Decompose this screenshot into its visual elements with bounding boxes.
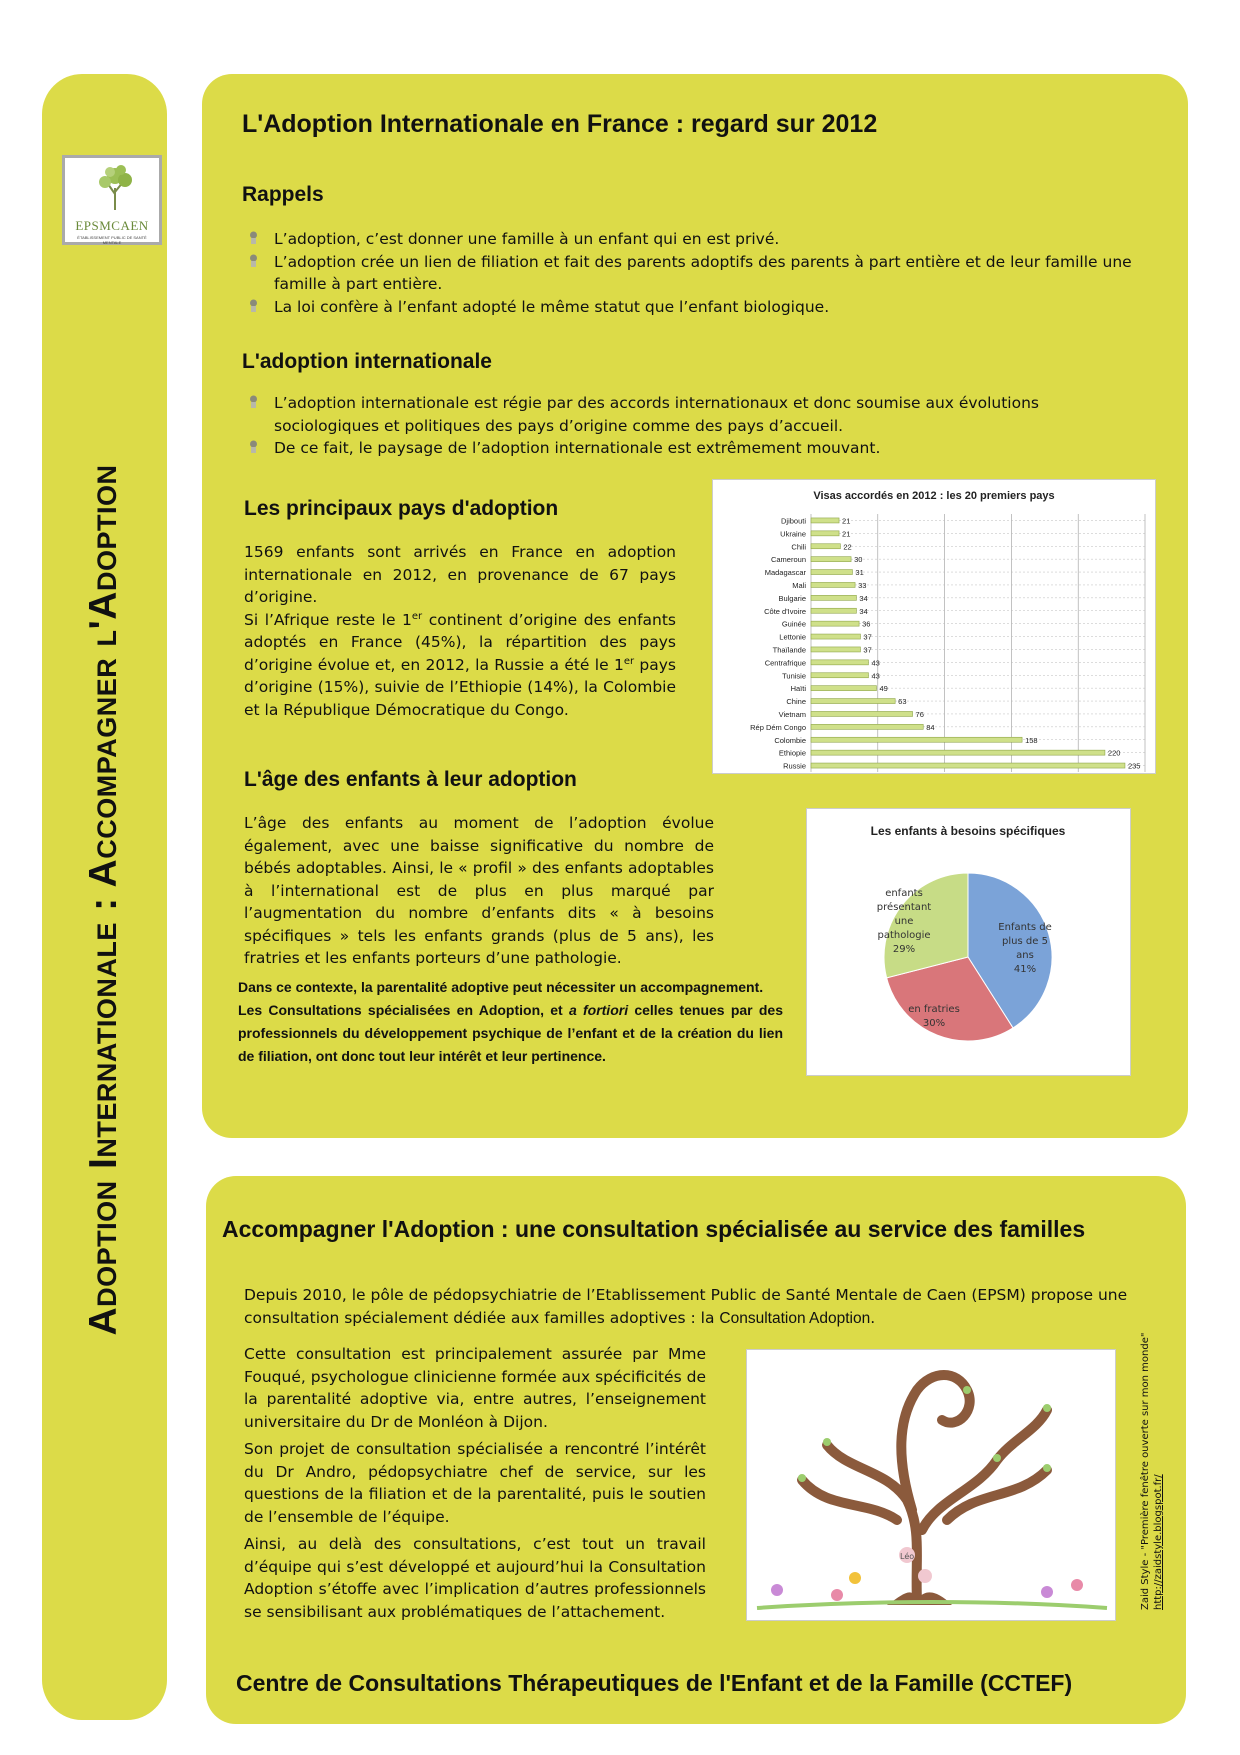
bar xyxy=(811,570,852,575)
bottom-paragraph-2: Son projet de consultation spécialisée a rencontré l’intérêt du Dr Andro, pédopsychiatre chef de service, sur les questions de la filiation et de la parentalité, puis le soutien de l’ensemble de l’équipe. xyxy=(244,1440,706,1526)
visas-bar-chart-svg xyxy=(713,480,1155,773)
bar-value-label: 37 xyxy=(863,645,872,655)
sidebar-vertical-title: Adoption Internationale : Accompagner l'Adoption xyxy=(82,464,125,1336)
list-item: De ce fait, le paysage de l’adoption internationale est extrêmement mouvant. xyxy=(248,437,1148,460)
bar-value-label: 21 xyxy=(842,516,851,526)
pushpin-bullet-icon xyxy=(248,440,259,455)
bottom-paragraph-1: Cette consultation est principalement assurée par Mme Fouqué, psychologue clinicienne formée aux spécificités de la parentalité adoptive via, entre autres, l’enseignement universitaire du Dr de Monléon à Dijon. xyxy=(244,1345,706,1431)
bar-category-label: Tunisie xyxy=(782,671,806,681)
bar-chart-title: Visas accordés en 2012 : les 20 premiers pays xyxy=(813,490,1055,502)
bar-value-label: 43 xyxy=(871,658,880,668)
footer-cctef: Centre de Consultations Thérapeutiques de l'Enfant et de la Famille (CCTEF) xyxy=(236,1670,1073,1696)
internationale-heading: L'adoption internationale xyxy=(242,350,492,373)
bar-value-label: 36 xyxy=(862,619,871,629)
bar-category-label: Ethiopie xyxy=(778,748,806,758)
bar-category-label: Cameroun xyxy=(770,555,806,565)
bar-value-label: 21 xyxy=(842,529,851,539)
bar xyxy=(811,647,860,652)
bar-category-label: Ukraine xyxy=(780,529,806,539)
internationale-list xyxy=(248,392,1148,460)
bar-category-label: Bulgarie xyxy=(778,593,806,603)
pushpin-bullet-icon xyxy=(248,231,259,246)
bar-category-label: Russie xyxy=(783,761,806,771)
bar xyxy=(811,737,1022,742)
bar-value-label: 76 xyxy=(915,709,924,719)
pays-paragraph-1: 1569 enfants sont arrivés en France en adoption internationale en 2012, en provenance de 67 pays d’origine. xyxy=(244,543,676,606)
bar xyxy=(811,724,923,729)
epsm-logo xyxy=(62,155,162,245)
bottom-paragraph-3: Ainsi, au delà des consultations, c’est tout un travail d’équipe qui s’est développé et aujourd’hui la Consultation Adoption s’étoffe avec l’implication d’autres professionnels se sensibilisant aux problématiques de l’attachement. xyxy=(244,1535,706,1621)
bar-category-label: Madagascar xyxy=(764,568,806,578)
pie-slice-label: en fratries 30% xyxy=(908,1004,960,1029)
bar-value-label: 43 xyxy=(871,671,880,681)
bar-value-label: 158 xyxy=(1025,735,1038,745)
bar xyxy=(811,699,895,704)
pie-slice-label: Enfants de plus de 5 ans 41% xyxy=(998,922,1052,975)
bar xyxy=(811,608,856,613)
visas-bar-chart xyxy=(712,479,1156,774)
bar xyxy=(811,673,868,678)
bar-category-label: Vietnam xyxy=(778,709,806,719)
list-item: La loi confère à l’enfant adopté le même statut que l’enfant biologique. xyxy=(248,296,1148,319)
bar xyxy=(811,544,840,549)
bar-value-label: 31 xyxy=(855,568,864,578)
rappels-heading: Rappels xyxy=(242,183,324,206)
bar-value-label: 84 xyxy=(926,722,935,732)
list-item: L’adoption crée un lien de filiation et fait des parents adoptifs des parents à part entière et de leur famille une famille à part entière. xyxy=(248,251,1148,296)
bar-category-label: Chili xyxy=(791,542,806,552)
bar xyxy=(811,711,913,716)
pushpin-bullet-icon xyxy=(248,395,259,410)
bar xyxy=(811,531,839,536)
bar-category-label: Guinée xyxy=(781,619,806,629)
bottom-intro: Depuis 2010, le pôle de pédopsychiatrie de l’Etablissement Public de Santé Mentale de Caen (EPSM) propose une consultation spécialement dédiée aux familles adoptives : la Consultation Adoption. xyxy=(244,1286,1128,1327)
logo-subtitle: ÉTABLISSEMENT PUBLIC DE SANTÉ MENTALE xyxy=(77,235,147,245)
bar-value-label: 37 xyxy=(863,632,872,642)
bar-category-label: Côte d'Ivoire xyxy=(764,606,806,616)
bar-category-label: Haïti xyxy=(790,684,806,694)
tree-label-leo: Léo xyxy=(900,1552,915,1561)
besoins-pie-chart-svg xyxy=(807,809,1130,1075)
logo-name: EPSMCAEN xyxy=(75,218,149,233)
bar-category-label: Chine xyxy=(786,697,806,707)
bar xyxy=(811,763,1125,768)
rappels-list xyxy=(248,228,1148,318)
pie-slice-label: enfants présentant une pathologie 29% xyxy=(876,888,932,955)
pushpin-bullet-icon xyxy=(248,299,259,314)
bar xyxy=(811,582,855,587)
bar xyxy=(811,621,859,626)
bar-category-label: Djibouti xyxy=(780,516,806,526)
bar xyxy=(811,660,868,665)
bar xyxy=(811,686,876,691)
pie-chart-title: Les enfants à besoins spécifiques xyxy=(870,824,1066,838)
context-note: Dans ce contexte, la parentalité adoptive peut nécessiter un accompagnement. Les Consultations spécialisées en Adoption, et a fortiori celles tenues par des professionnels du développement psychique de l’enfant et de la création du lien de filiation, ont donc tout leur intérêt et leur pertinence. xyxy=(238,979,783,1064)
top-title: L'Adoption Internationale en France : regard sur 2012 xyxy=(242,110,878,138)
bar-category-label: Colombie xyxy=(774,735,806,745)
bar xyxy=(811,634,860,639)
age-heading: L'âge des enfants à leur adoption xyxy=(244,768,577,791)
bar-value-label: 235 xyxy=(1127,761,1141,771)
bar-value-label: 33 xyxy=(858,580,867,590)
bottom-body xyxy=(244,1343,706,1623)
family-tree-drawing xyxy=(747,1350,1115,1620)
bar-value-label: 22 xyxy=(843,542,852,552)
list-item: L’adoption internationale est régie par des accords internationaux et donc soumise aux évolutions sociologiques et politiques des pays d’origine comme des pays d’accueil. xyxy=(248,392,1148,437)
bar-category-label: Rép Dém Congo xyxy=(750,722,806,732)
bar-value-label: 34 xyxy=(859,593,868,603)
bar xyxy=(811,557,851,562)
credit-link[interactable]: http://zaidstyle.blogspot.fr/ xyxy=(1153,1474,1164,1610)
bar-category-label: Mali xyxy=(792,580,806,590)
bar-category-label: Thaïlande xyxy=(772,645,806,655)
pushpin-bullet-icon xyxy=(248,254,259,269)
bar-value-label: 220 xyxy=(1107,748,1121,758)
bottom-title: Accompagner l'Adoption : une consultation spécialisée au service des familles xyxy=(222,1216,1086,1242)
bar-value-label: 30 xyxy=(854,555,863,565)
bar-value-label: 34 xyxy=(859,606,868,616)
family-tree-illustration xyxy=(746,1349,1116,1621)
bar-value-label: 49 xyxy=(879,684,888,694)
list-item: L’adoption, c’est donner une famille à un enfant qui en est privé. xyxy=(248,228,1148,251)
bar-value-label: 63 xyxy=(898,697,907,707)
besoins-pie-chart xyxy=(806,808,1131,1076)
bar xyxy=(811,750,1105,755)
bar xyxy=(811,518,839,523)
pays-text xyxy=(244,541,676,721)
bar-category-label: Lettonie xyxy=(779,632,806,642)
tree-logo-icon xyxy=(96,164,134,210)
pays-paragraph-2: Si l’Afrique reste le 1er continent d’origine des enfants adoptés en France (45%), la répartition des pays d’origine évolue et, en 2012, la Russie a été le 1er pays d’origine (15%), suivie de l’Ethiopie (14%), la Colombie et la République Démocratique du Congo. xyxy=(244,610,676,719)
image-credit: Zaid Style - "Première fenêtre ouverte sur mon monde" http://zaidstyle.blogspot.fr/ xyxy=(1140,1332,1164,1610)
age-text: L’âge des enfants au moment de l’adoption évolue également, avec une baisse significative du nombre de bébés adoptables. Ainsi, le « profil » des enfants adoptables à l’international est de plus en plus marqué par l’augmentation du nombre d’enfants dits « à besoins spécifiques » tels les enfants grands (plus de 5 ans), les fratries et les enfants porteurs d’une pathologie. xyxy=(244,814,714,967)
pays-heading: Les principaux pays d'adoption xyxy=(244,497,559,520)
bar xyxy=(811,595,856,600)
bar-category-label: Centrafrique xyxy=(764,658,806,668)
